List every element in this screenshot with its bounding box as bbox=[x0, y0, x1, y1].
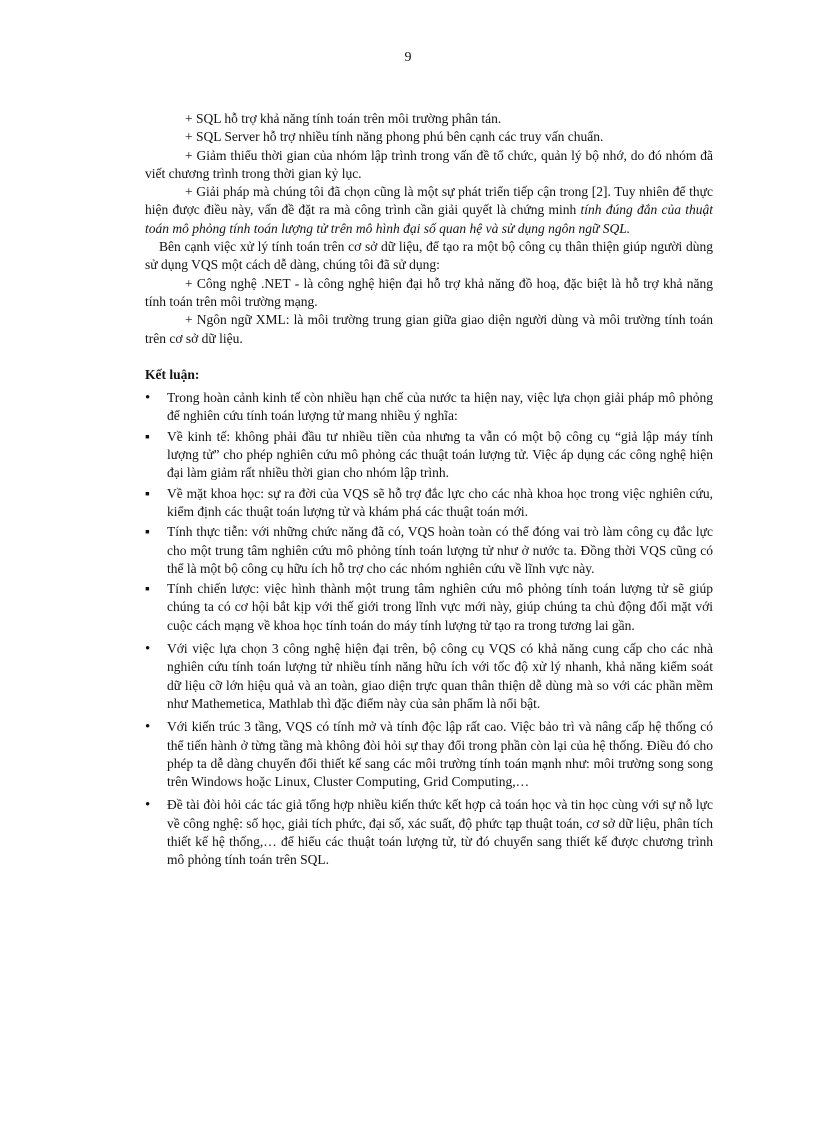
intro-item-sql-distributed: + SQL hỗ trợ khả năng tính toán trên môi trường phân tán. bbox=[185, 111, 502, 126]
list-item-text: Với việc lựa chọn 3 công nghệ hiện đại trên, bộ công cụ VQS có khả năng cung cấp cho các nhà nghiên cứu tính toán lượng tử nhiều tính năng hữu ích với tốc độ xử lý nhanh, khả năng kiểm soát dữ liệu cỡ lớn hiệu quả và an toàn, giao diện trực quan thân thiện dễ dùng mà so với các phần mềm như Mathemetica, Mathlab thì đặc điểm này của sản phẩm là nổi bật. bbox=[167, 641, 713, 711]
intro-item-time-saving: + Giảm thiểu thời gian của nhóm lập trình trong vấn đề tổ chức, quản lý bộ nhớ, do đó nhóm đã viết chương trình trong thời gian kỷ lục. bbox=[145, 147, 713, 181]
list-item bbox=[145, 428, 713, 483]
conclusion-heading: Kết luận: bbox=[145, 366, 200, 382]
bullet-icon bbox=[145, 796, 150, 814]
square-bullet-icon bbox=[145, 428, 150, 447]
list-item bbox=[145, 640, 713, 713]
list-item bbox=[145, 523, 713, 578]
list-item-text: Đề tài đòi hỏi các tác giả tổng hợp nhiều kiến thức kết hợp cả toán học và tin học cùng với sự nỗ lực về công nghệ: số học, giải tích phức, đại số, xác suất, độ phức tạp thuật toán, cơ sở dữ liệu, phân tích thiết kế hệ thống,… để hiểu các thuật toán lượng tử, từ đó chuyển sang thiết kế được chương trình mô phỏng tính toán trên SQL. bbox=[167, 797, 713, 868]
conclusion-list bbox=[145, 389, 713, 869]
bullet-icon bbox=[145, 718, 150, 736]
solution-text: + Giải pháp mà chúng tôi đã chọn cũng là một sự phát triển tiếp cận trong [2]. Tuy nhiên để thực hiện được điều này, vấn đề đặt ra mà công trình cần giải quyết là chứng minh bbox=[145, 184, 713, 218]
square-bullet-icon bbox=[145, 485, 150, 504]
list-item-text: Tính thực tiễn: với những chức năng đã có, VQS hoàn toàn có thể đóng vai trò làm công cụ đắc lực cho một trung tâm nghiên cứu mô phỏng tính toán lượng tử như ở nước ta. Đồng thời VQS cũng có thể là một bộ công cụ hữu ích hỗ trợ cho các nhóm nghiên cứu về lĩnh vực này. bbox=[167, 524, 713, 576]
list-item bbox=[145, 389, 713, 426]
bullet-icon bbox=[145, 389, 150, 407]
list-item-text: Trong hoàn cảnh kinh tế còn nhiều hạn chế của nước ta hiện nay, việc lựa chọn giải pháp mô phỏng để nghiên cứu tính toán lượng tử mang nhiều ý nghĩa: bbox=[167, 390, 713, 424]
square-bullet-icon bbox=[145, 580, 150, 599]
solution-emphasis: tính đúng đắn của thuật toán mô phỏng tính toán lượng tử trên mô hình đại số quan hệ và sử dụng ngôn ngữ SQL. bbox=[145, 202, 713, 236]
page-number: 9 bbox=[404, 50, 412, 65]
intro-item-sql-server: + SQL Server hỗ trợ nhiều tính năng phong phú bên cạnh các truy vấn chuẩn. bbox=[185, 129, 604, 145]
list-item-text: Tính chiến lược: việc hình thành một trung tâm nghiên cứu mô phỏng tính toán lượng tử sẽ giúp chúng ta có cơ hội bắt kịp với thế giới trong lĩnh vực mới này, giúp chúng ta chủ động đối mặt với cuộc cách mạng về khoa học tính toán do máy tính lượng tử tạo ra trong tương lai gần. bbox=[167, 581, 713, 633]
tool-intro: Bên cạnh việc xử lý tính toán trên cơ sở dữ liệu, để tạo ra một bộ công cụ thân thiện giúp người dùng sử dụng VQS một cách dễ dàng, chúng tôi đã sử dụng: bbox=[145, 239, 713, 273]
square-bullet-icon bbox=[145, 523, 150, 542]
list-item-text: Với kiến trúc 3 tầng, VQS có tính mở và tính độc lập rất cao. Việc bảo trì và nâng cấp hệ thống có thể tiến hành ở từng tầng mà không đòi hỏi sự thay đổi trong phần còn lại của hệ thống. Điều đó cho phép ta dễ dàng chuyển đổi thiết kế sang các môi trường tính toán mạnh như: môi trường song song trên Windows hoặc Linux, Cluster Computing, Grid Computing,… bbox=[167, 719, 713, 790]
list-item bbox=[145, 580, 713, 635]
bullet-icon bbox=[145, 640, 150, 658]
list-item bbox=[145, 485, 713, 522]
tool-item-xml: + Ngôn ngữ XML: là môi trường trung gian giữa giao diện người dùng và môi trường tính toán trên cơ sở dữ liệu. bbox=[145, 312, 713, 346]
list-item-text: Về kinh tế: không phải đầu tư nhiều tiền của nhưng ta vẫn có một bộ công cụ “giả lập máy tính lượng tử” cho phép nghiên cứu mô phỏng các thuật toán lượng tử. Việc áp dụng các công nghệ hiện đại làm giảm rất nhiều thời gian cho nhóm lập trình. bbox=[167, 428, 713, 481]
tool-item-dotnet: + Công nghệ .NET - là công nghệ hiện đại hỗ trợ khả năng đồ hoạ, đặc biệt là hỗ trợ khả năng tính toán trên môi trường mạng. bbox=[145, 275, 713, 309]
list-item bbox=[145, 796, 713, 869]
solution-paragraph bbox=[145, 183, 713, 238]
page-content bbox=[145, 110, 713, 870]
list-item bbox=[145, 718, 713, 791]
list-item-text: Về mặt khoa học: sự ra đời của VQS sẽ hỗ trợ đắc lực cho các nhà khoa học trong việc nghiên cứu, kiểm định các thuật toán lượng tử và khám phá các thuật toán mới. bbox=[167, 485, 713, 519]
